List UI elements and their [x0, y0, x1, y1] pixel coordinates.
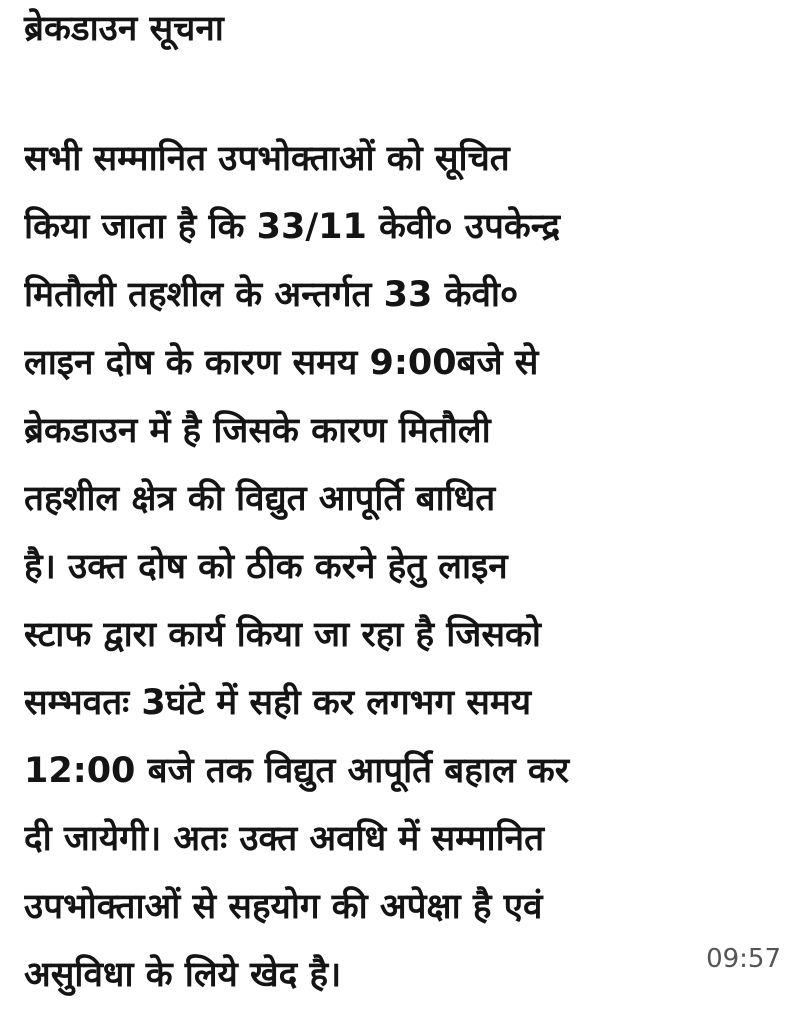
message-line: तहशील क्षेत्र की विद्युत आपूर्ति बाधित: [24, 479, 496, 519]
message-body: [24, 125, 784, 1009]
message-line: लाइन दोष के कारण समय 9:00बजे से: [24, 343, 539, 383]
message-line: मितौली तहशील के अन्तर्गत 33 केवी०: [24, 275, 519, 315]
message-line: सभी सम्मानित उपभोक्ताओं को सूचित: [24, 139, 510, 179]
message-title: ब्रेकडाउन सूचना: [24, 9, 224, 49]
message-line: असुविधा के लिये खेद है।: [24, 955, 342, 995]
message-line: उपभोक्ताओं से सहयोग की अपेक्षा है एवं: [24, 887, 543, 927]
message-line: ब्रेकडाउन में है जिसके कारण मितौली: [24, 411, 491, 451]
message-line: स्टाफ द्वारा कार्य किया जा रहा है जिसको: [24, 615, 541, 655]
message-line: सम्भवतः 3घंटे में सही कर लगभग समय: [24, 683, 532, 723]
message-timestamp: 09:57: [706, 944, 781, 974]
message-line: दी जायेगी। अतः उक्त अवधि में सम्मानित: [24, 819, 545, 859]
message-line: किया जाता है कि 33/11 केवी० उपकेन्द्र: [24, 207, 561, 247]
message-line: है। उक्त दोष को ठीक करने हेतु लाइन: [24, 547, 508, 587]
message-line: 12:00 बजे तक विद्युत आपूर्ति बहाल कर: [24, 751, 570, 791]
